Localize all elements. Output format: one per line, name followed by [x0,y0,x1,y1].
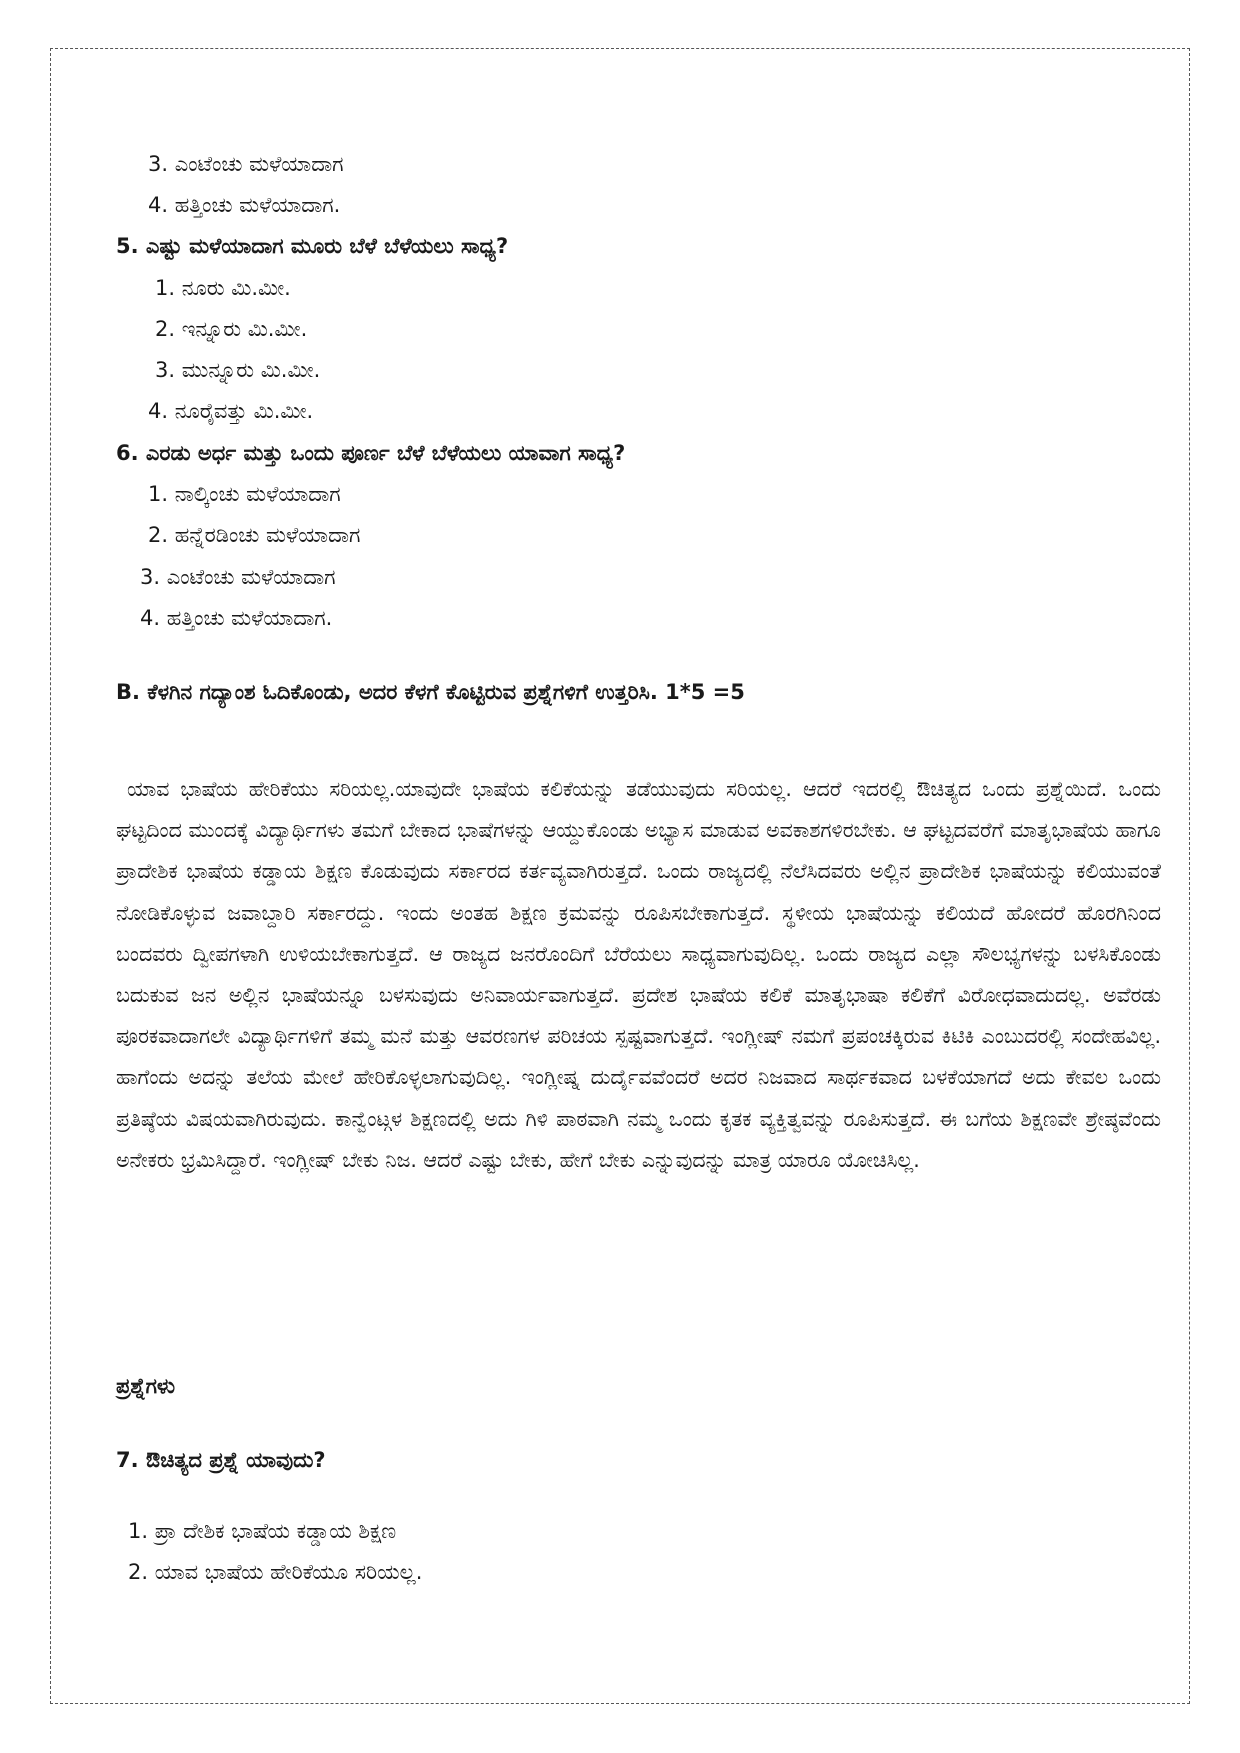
section-b-heading: B. ಕೆಳಗಿನ ಗದ್ಯಾಂಶ ಓದಿಕೊಂಡು, ಅದರ ಕೆಳಗೆ ಕೊಟ್ಟಿರುವ ಪ್ರಶ್ನೆಗಳಿಗೆ ಉತ್ತರಿಸಿ. 1*5 =5 [116,680,745,704]
q4-option-4: 4. ಹತ್ತಿಂಚು ಮಳೆಯಾದಾಗ. [148,193,341,217]
q7-option-2: 2. ಯಾವ ಭಾಷೆಯ ಹೇರಿಕೆಯೂ ಸರಿಯಲ್ಲ. [128,1560,423,1584]
q5-option-2: 2. ಇನ್ನೂರು ಮಿ.ಮೀ. [155,317,308,341]
comprehension-passage: ಯಾವ ಭಾಷೆಯ ಹೇರಿಕೆಯು ಸರಿಯಲ್ಲ.ಯಾವುದೇ ಭಾಷೆಯ ಕಲಿಕೆಯನ್ನು ತಡೆಯುವುದು ಸರಿಯಲ್ಲ. ಆದರೆ ಇದರಲ್ಲಿ ಔಚಿತ್ಯದ ಒಂದು ಪ್ರಶ್ನೆಯಿದೆ. ಒಂದು ಘಟ್ಟದಿಂದ ಮುಂದಕ್ಕೆ ವಿದ್ಯಾರ್ಥಿಗಳು ತಮಗೆ ಬೇಕಾದ ಭಾಷೆಗಳನ್ನು ಆಯ್ದುಕೊಂಡು ಅಭ್ಯಾಸ ಮಾಡುವ ಅವಕಾಶಗಳಿರಬೇಕು. ಆ ಘಟ್ಟದವರೆಗೆ ಮಾತೃಭಾಷೆಯ ಹಾಗೂ ಪ್ರಾದೇಶಿಕ ಭಾಷೆಯ ಕಡ್ಡಾಯ ಶಿಕ್ಷಣ ಕೊಡುವುದು ಸರ್ಕಾರದ ಕರ್ತವ್ಯವಾಗಿರುತ್ತದೆ. ಒಂದು ರಾಜ್ಯದಲ್ಲಿ ನೆಲೆಸಿದವರು ಅಲ್ಲಿನ ಪ್ರಾದೇಶಿಕ ಭಾಷೆಯನ್ನು ಕಲಿಯುವಂತೆ ನೋಡಿಕೊಳ್ಳುವ ಜವಾಬ್ದಾರಿ ಸರ್ಕಾರದ್ದು. ಇಂದು ಅಂತಹ ಶಿಕ್ಷಣ ಕ್ರಮವನ್ನು ರೂಪಿಸಬೇಕಾಗುತ್ತದೆ. ಸ್ಥಳೀಯ ಭಾಷೆಯನ್ನು ಕಲಿಯದೆ ಹೋದರೆ ಹೊರಗಿನಿಂದ ಬಂದವರು ದ್ವೀಪಗಳಾಗಿ ಉಳಿಯಬೇಕಾಗುತ್ತದೆ. ಆ ರಾಜ್ಯದ ಜನರೊಂದಿಗೆ ಬೆರೆಯಲು ಸಾಧ್ಯವಾಗುವುದಿಲ್ಲ. ಒಂದು ರಾಜ್ಯದ ಎಲ್ಲಾ ಸೌಲಭ್ಯಗಳನ್ನು ಬಳಸಿಕೊಂಡು ಬದುಕುವ ಜನ ಅಲ್ಲಿನ ಭಾಷೆಯನ್ನೂ ಬಳಸುವುದು ಅನಿವಾರ್ಯವಾಗುತ್ತದೆ. ಪ್ರದೇಶ ಭಾಷೆಯ ಕಲಿಕೆ ಮಾತೃಭಾಷಾ ಕಲಿಕೆಗೆ ವಿರೋಧವಾದುದಲ್ಲ. ಅವೆರಡು ಪೂರಕವಾದಾಗಲೇ ವಿದ್ಯಾರ್ಥಿಗಳಿಗೆ ತಮ್ಮ ಮನೆ ಮತ್ತು ಆವರಣಗಳ ಪರಿಚಯ ಸ್ಪಷ್ಟವಾಗುತ್ತದೆ. ಇಂಗ್ಲೀಷ್ ನಮಗೆ ಪ್ರಪಂಚಕ್ಕಿರುವ ಕಿಟಿಕಿ ಎಂಬುದರಲ್ಲಿ ಸಂದೇಹವಿಲ್ಲ. ಹಾಗೆಂದು ಅದನ್ನು ತಲೆಯ ಮೇಲೆ ಹೇರಿಕೊಳ್ಳಲಾಗುವುದಿಲ್ಲ. ಇಂಗ್ಲೀಷ್ನ ದುರ್ದೈವವೆಂದರೆ ಅದರ ನಿಜವಾದ ಸಾರ್ಥಕವಾದ ಬಳಕೆಯಾಗದೆ ಅದು ಕೇವಲ ಒಂದು ಪ್ರತಿಷ್ಠೆಯ ವಿಷಯವಾಗಿರುವುದು. ಕಾನ್ವೆಂಟ್ಗಳ ಶಿಕ್ಷಣದಲ್ಲಿ ಅದು ಗಿಳಿ ಪಾಠವಾಗಿ ನಮ್ಮ ಒಂದು ಕೃತಕ ವ್ಯಕ್ತಿತ್ವವನ್ನು ರೂಪಿಸುತ್ತದೆ. ಈ ಬಗೆಯ ಶಿಕ್ಷಣವೇ ಶ್ರೇಷ್ಠವೆಂದು ಅನೇಕರು ಭ್ರಮಿಸಿದ್ದಾರೆ. ಇಂಗ್ಲೀಷ್ ಬೇಕು ನಿಜ. ಆದರೆ ಎಷ್ಟು ಬೇಕು, ಹೇಗೆ ಬೇಕು ಎನ್ನುವುದನ್ನು ಮಾತ್ರ ಯಾರೂ ಯೋಚಿಸಿಲ್ಲ. [116,777,1161,1172]
q5-option-3: 3. ಮುನ್ನೂರು ಮಿ.ಮೀ. [155,358,321,382]
questions-heading: ಪ್ರಶ್ನೆಗಳು [116,1374,176,1398]
q6-option-3: 3. ಎಂಟೆಂಚು ಮಳೆಯಾದಾಗ [140,565,336,589]
q6-option-2: 2. ಹನ್ನೆರಡಿಂಚು ಮಳೆಯಾದಾಗ [148,523,361,547]
q5-option-1: 1. ನೂರು ಮಿ.ಮೀ. [155,276,291,300]
q6-option-4: 4. ಹತ್ತಿಂಚು ಮಳೆಯಾದಾಗ. [140,606,333,630]
q6-option-1: 1. ನಾಲ್ಕಿಂಚು ಮಳೆಯಾದಾಗ [148,482,341,506]
q5-option-4: 4. ನೂರೈವತ್ತು ಮಿ.ಮೀ. [148,399,314,423]
q6-question: 6. ಎರಡು ಅರ್ಧ ಮತ್ತು ಒಂದು ಪೂರ್ಣ ಬೆಳೆ ಬೆಳೆಯಲು ಯಾವಾಗ ಸಾಧ್ಯ? [116,441,626,465]
q7-question: 7. ಔಚಿತ್ಯದ ಪ್ರಶ್ನೆ ಯಾವುದು? [116,1448,326,1472]
q4-option-3: 3. ಎಂಟೆಂಚು ಮಳೆಯಾದಾಗ [148,152,344,176]
q7-option-1: 1. ಪ್ರಾ ದೇಶಿಕ ಭಾಷೆಯ ಕಡ್ಡಾಯ ಶಿಕ್ಷಣ [128,1519,397,1543]
q5-question: 5. ಎಷ್ಟು ಮಳೆಯಾದಾಗ ಮೂರು ಬೆಳೆ ಬೆಳೆಯಲು ಸಾಧ್ಯ? [116,234,509,258]
